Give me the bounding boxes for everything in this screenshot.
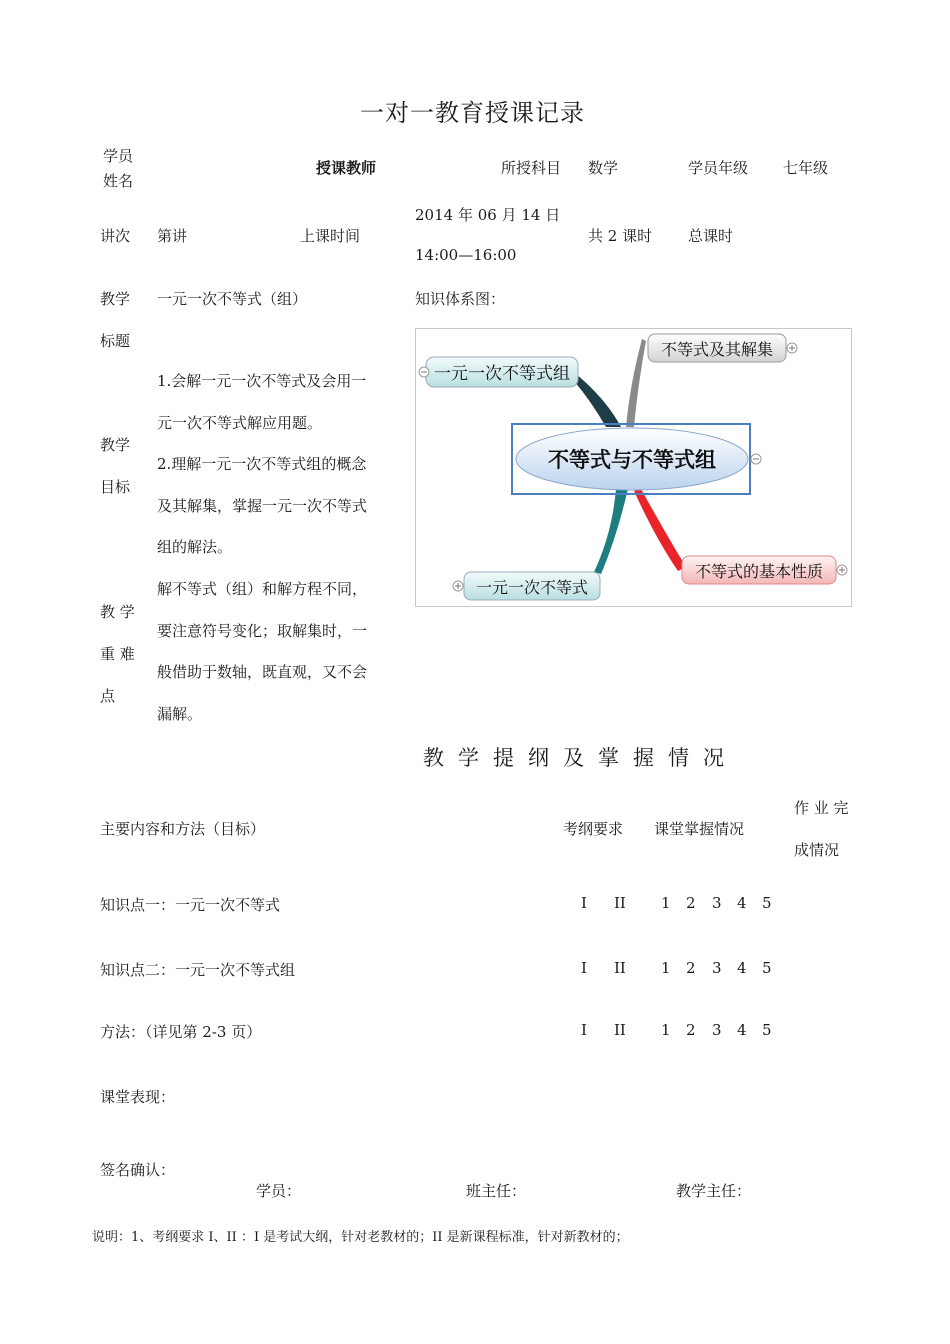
branch-teal xyxy=(594,489,628,574)
mastery-level-4[interactable]: 4 xyxy=(737,959,747,977)
col-content-header: 主要内容和方法（目标） xyxy=(100,820,266,838)
grade-label: 学员年级 xyxy=(688,159,749,177)
total-hours-label: 总课时 xyxy=(688,227,734,245)
mindmap-canvas xyxy=(416,329,851,606)
student-name-label-2: 姓名 xyxy=(103,172,134,190)
student-name-label: 学员 xyxy=(103,147,134,165)
mastery-level-5[interactable]: 5 xyxy=(762,959,772,977)
signature-teaching-head[interactable]: 教学主任： xyxy=(676,1182,752,1200)
branch-gray xyxy=(626,339,646,427)
col-homework-header-2: 成情况 xyxy=(794,841,840,859)
req-level-ii[interactable]: II xyxy=(614,894,626,912)
branch-dark xyxy=(574,374,621,427)
goal-line: 组的解法。 xyxy=(157,538,233,556)
req-level-i[interactable]: I xyxy=(581,959,587,977)
topic-value: 一元一次不等式（组） xyxy=(157,290,308,308)
req-level-ii[interactable]: II xyxy=(614,959,626,977)
key-points-label-3: 点 xyxy=(100,687,116,705)
key-points-label: 教 学 xyxy=(100,603,135,621)
col-requirement-header: 考纲要求 xyxy=(563,820,624,838)
goals-text xyxy=(157,361,367,569)
goal-line: 1.会解一元一次不等式及会用一 xyxy=(157,372,367,390)
key-point-line: 解不等式（组）和解方程不同， xyxy=(157,580,368,598)
mastery-level-1[interactable]: 1 xyxy=(661,894,671,912)
signature-label: 签名确认： xyxy=(100,1161,176,1179)
knowledge-map-label: 知识体系图： xyxy=(415,290,506,308)
req-level-i[interactable]: I xyxy=(581,1021,587,1039)
center-node-label: 不等式与不等式组 xyxy=(548,448,716,472)
outline-row-text: 知识点二：一元一次不等式组 xyxy=(100,961,296,979)
signature-class-head[interactable]: 班主任： xyxy=(466,1182,527,1200)
outline-row-text: 方法：（详见第 2-3 页） xyxy=(100,1023,262,1041)
class-time-label: 上课时间 xyxy=(300,227,361,245)
node-bottom-left-label: 一元一次不等式 xyxy=(475,578,589,597)
node-bottom-right-label: 不等式的基本性质 xyxy=(694,562,824,581)
page-title: 一对一教育授课记录 xyxy=(360,99,585,127)
class-date: 2014 年 06 月 14 日 xyxy=(415,206,561,224)
topic-label-2: 标题 xyxy=(100,332,131,350)
teacher-label: 授课教师 xyxy=(316,159,377,177)
class-performance-label: 课堂表现： xyxy=(100,1088,176,1106)
mastery-level-3[interactable]: 3 xyxy=(712,894,722,912)
col-mastery-header: 课堂掌握情况 xyxy=(654,820,745,838)
branch-red xyxy=(634,489,686,571)
goals-label: 教学 xyxy=(100,436,131,454)
key-points-text xyxy=(157,569,367,735)
req-level-ii[interactable]: II xyxy=(614,1021,626,1039)
outline-row-text: 知识点一：一元一次不等式 xyxy=(100,896,281,914)
key-points-label-2: 重 难 xyxy=(100,645,135,663)
key-point-line: 要注意符号变化；取解集时，一 xyxy=(157,621,368,640)
node-top-left-label: 一元一次不等式组 xyxy=(434,364,570,384)
topic-label: 教学 xyxy=(100,290,131,308)
mastery-level-2[interactable]: 2 xyxy=(686,894,696,912)
key-point-line: 漏解。 xyxy=(157,704,203,723)
goal-line: 2.理解一元一次不等式组的概念 xyxy=(157,455,367,473)
node-top-right-label: 不等式及其解集 xyxy=(660,340,774,359)
mastery-level-3[interactable]: 3 xyxy=(712,959,722,977)
mastery-level-3[interactable]: 3 xyxy=(712,1021,722,1039)
subject-label: 所授科目 xyxy=(501,159,562,177)
class-hours: 共 2 课时 xyxy=(588,227,653,245)
mastery-level-4[interactable]: 4 xyxy=(737,894,747,912)
mastery-level-1[interactable]: 1 xyxy=(661,959,671,977)
mastery-level-4[interactable]: 4 xyxy=(737,1021,747,1039)
mastery-level-2[interactable]: 2 xyxy=(686,1021,696,1039)
signature-student[interactable]: 学员： xyxy=(256,1182,302,1200)
mastery-level-2[interactable]: 2 xyxy=(686,959,696,977)
footnote: 说明：1、考纲要求 I、II ：I 是考试大纲，针对老教材的；II 是新课程标准，针对新教材的； xyxy=(92,1230,629,1245)
mastery-level-5[interactable]: 5 xyxy=(762,1021,772,1039)
grade-value: 七年级 xyxy=(783,159,829,177)
req-level-i[interactable]: I xyxy=(581,894,587,912)
subject-value: 数学 xyxy=(588,159,619,177)
class-time: 14:00—16:00 xyxy=(415,246,517,264)
goal-line: 及其解集，掌握一元一次不等式 xyxy=(157,496,368,515)
key-point-line: 般借助于数轴，既直观，又不会 xyxy=(157,663,368,681)
goals-label-2: 目标 xyxy=(100,478,131,496)
mastery-level-1[interactable]: 1 xyxy=(661,1021,671,1039)
mastery-level-5[interactable]: 5 xyxy=(762,894,772,912)
outline-heading: 教学提纲及掌握情况 xyxy=(423,746,738,770)
knowledge-mindmap xyxy=(415,328,852,607)
col-homework-header: 作 业 完 xyxy=(794,799,849,817)
lesson-value: 第讲 xyxy=(157,227,188,245)
goal-line: 元一次不等式解应用题。 xyxy=(157,413,323,432)
lesson-label: 讲次 xyxy=(100,227,131,245)
